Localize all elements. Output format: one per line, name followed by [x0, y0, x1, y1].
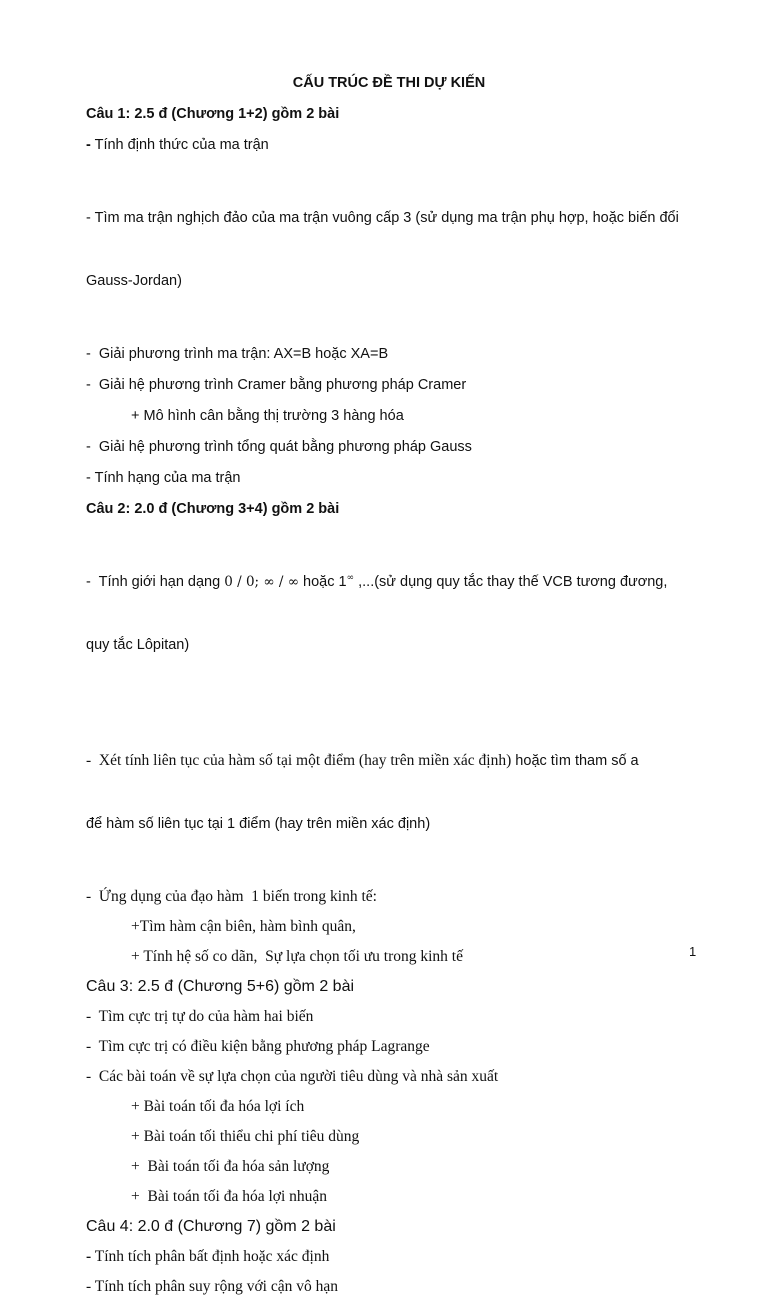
bullet-dash: - — [86, 1248, 92, 1265]
question-1-item-matrix-equation: - Giải phương trình ma trận: AX=B hoặc XA=B — [86, 346, 389, 362]
limit-forms: 0 / 0; ∞ / ∞ — [224, 574, 299, 590]
question-1-item-rank: - Tính hạng của ma trận — [86, 470, 241, 486]
item-line-2: Gauss-Jordan) — [86, 273, 182, 289]
question-4-heading: Câu 4: 2.0 đ (Chương 7) gồm 2 bài — [86, 1218, 336, 1235]
question-2-item-continuity — [86, 708, 692, 877]
question-3-subitem-output: + Bài toán tối đa hóa sản lượng — [131, 1158, 330, 1175]
continuity-serif-part: - Xét tính liên tục của hàm số tại một điểm (hay trên miền xác định) — [86, 752, 512, 769]
limit-prefix: - Tính giới hạn dạng — [86, 574, 225, 590]
question-3-subitem-utility: + Bài toán tối đa hóa lợi ích — [131, 1098, 305, 1115]
item-line-1 — [86, 750, 692, 772]
document-title: CẤU TRÚC ĐỀ THI DỰ KIẾN — [292, 75, 486, 91]
question-1-item-inverse-matrix — [86, 166, 692, 334]
document-body — [86, 73, 692, 1306]
question-3-item-choice-problems: - Các bài toán về sự lựa chọn của người tiêu dùng và nhà sản xuất — [86, 1068, 499, 1085]
item-text: Tính định thức của ma trận — [90, 137, 269, 153]
item-text: Tính tích phân bất định hoặc xác định — [91, 1248, 330, 1265]
continuity-sans-part: hoặc tìm tham số a — [511, 753, 639, 769]
question-3-heading: Câu 3: 2.5 đ (Chương 5+6) gồm 2 bài — [86, 978, 355, 995]
question-1-heading: Câu 1: 2.5 đ (Chương 1+2) gồm 2 bài — [86, 106, 340, 122]
question-1-subitem-market-model: + Mô hình cân bằng thị trường 3 hàng hóa — [131, 408, 404, 424]
page-number: 1 — [689, 944, 697, 959]
question-3-subitem-profit: + Bài toán tối đa hóa lợi nhuận — [131, 1188, 328, 1205]
question-4-item-integral — [86, 1246, 692, 1267]
question-4-item-improper-integral: - Tính tích phân suy rộng với cận vô hạn — [86, 1278, 338, 1295]
limit-rest: ,...(sử dụng quy tắc thay thế VCB tương đương, — [354, 574, 668, 590]
limit-or: hoặc 1 — [299, 574, 347, 590]
question-2-subitem-marginal: +Tìm hàm cận biên, hàm bình quân, — [131, 918, 356, 935]
question-2-heading: Câu 2: 2.0 đ (Chương 3+4) gồm 2 bài — [86, 501, 340, 517]
question-2-subitem-elasticity: + Tính hệ số co dãn, Sự lựa chọn tối ưu trong kinh tế — [131, 948, 463, 965]
item-line-1 — [86, 572, 692, 593]
question-3-item-lagrange: - Tìm cực trị có điều kiện bằng phương pháp Lagrange — [86, 1038, 430, 1055]
item-line-1: - Tìm ma trận nghịch đảo của ma trận vuông cấp 3 (sử dụng ma trận phụ hợp, hoặc biến đổi — [86, 210, 679, 226]
question-3-subitem-cost: + Bài toán tối thiểu chi phí tiêu dùng — [131, 1128, 360, 1145]
question-2-item-derivative-applications: - Ứng dụng của đạo hàm 1 biến trong kinh tế: — [86, 888, 377, 905]
question-2-item-limits — [86, 530, 692, 698]
bullet-dash: - — [86, 137, 91, 153]
question-1-item-determinant — [86, 135, 692, 156]
item-line-2: để hàm số liên tục tại 1 điểm (hay trên miền xác định) — [86, 816, 431, 832]
limit-exponent: ∞ — [346, 573, 355, 583]
question-3-item-free-extrema: - Tìm cực trị tự do của hàm hai biến — [86, 1008, 314, 1025]
question-1-item-cramer: - Giải hệ phương trình Cramer bằng phương pháp Cramer — [86, 377, 467, 393]
item-line-2: quy tắc Lôpitan) — [86, 637, 190, 653]
question-1-item-gauss: - Giải hệ phương trình tổng quát bằng phương pháp Gauss — [86, 439, 472, 455]
